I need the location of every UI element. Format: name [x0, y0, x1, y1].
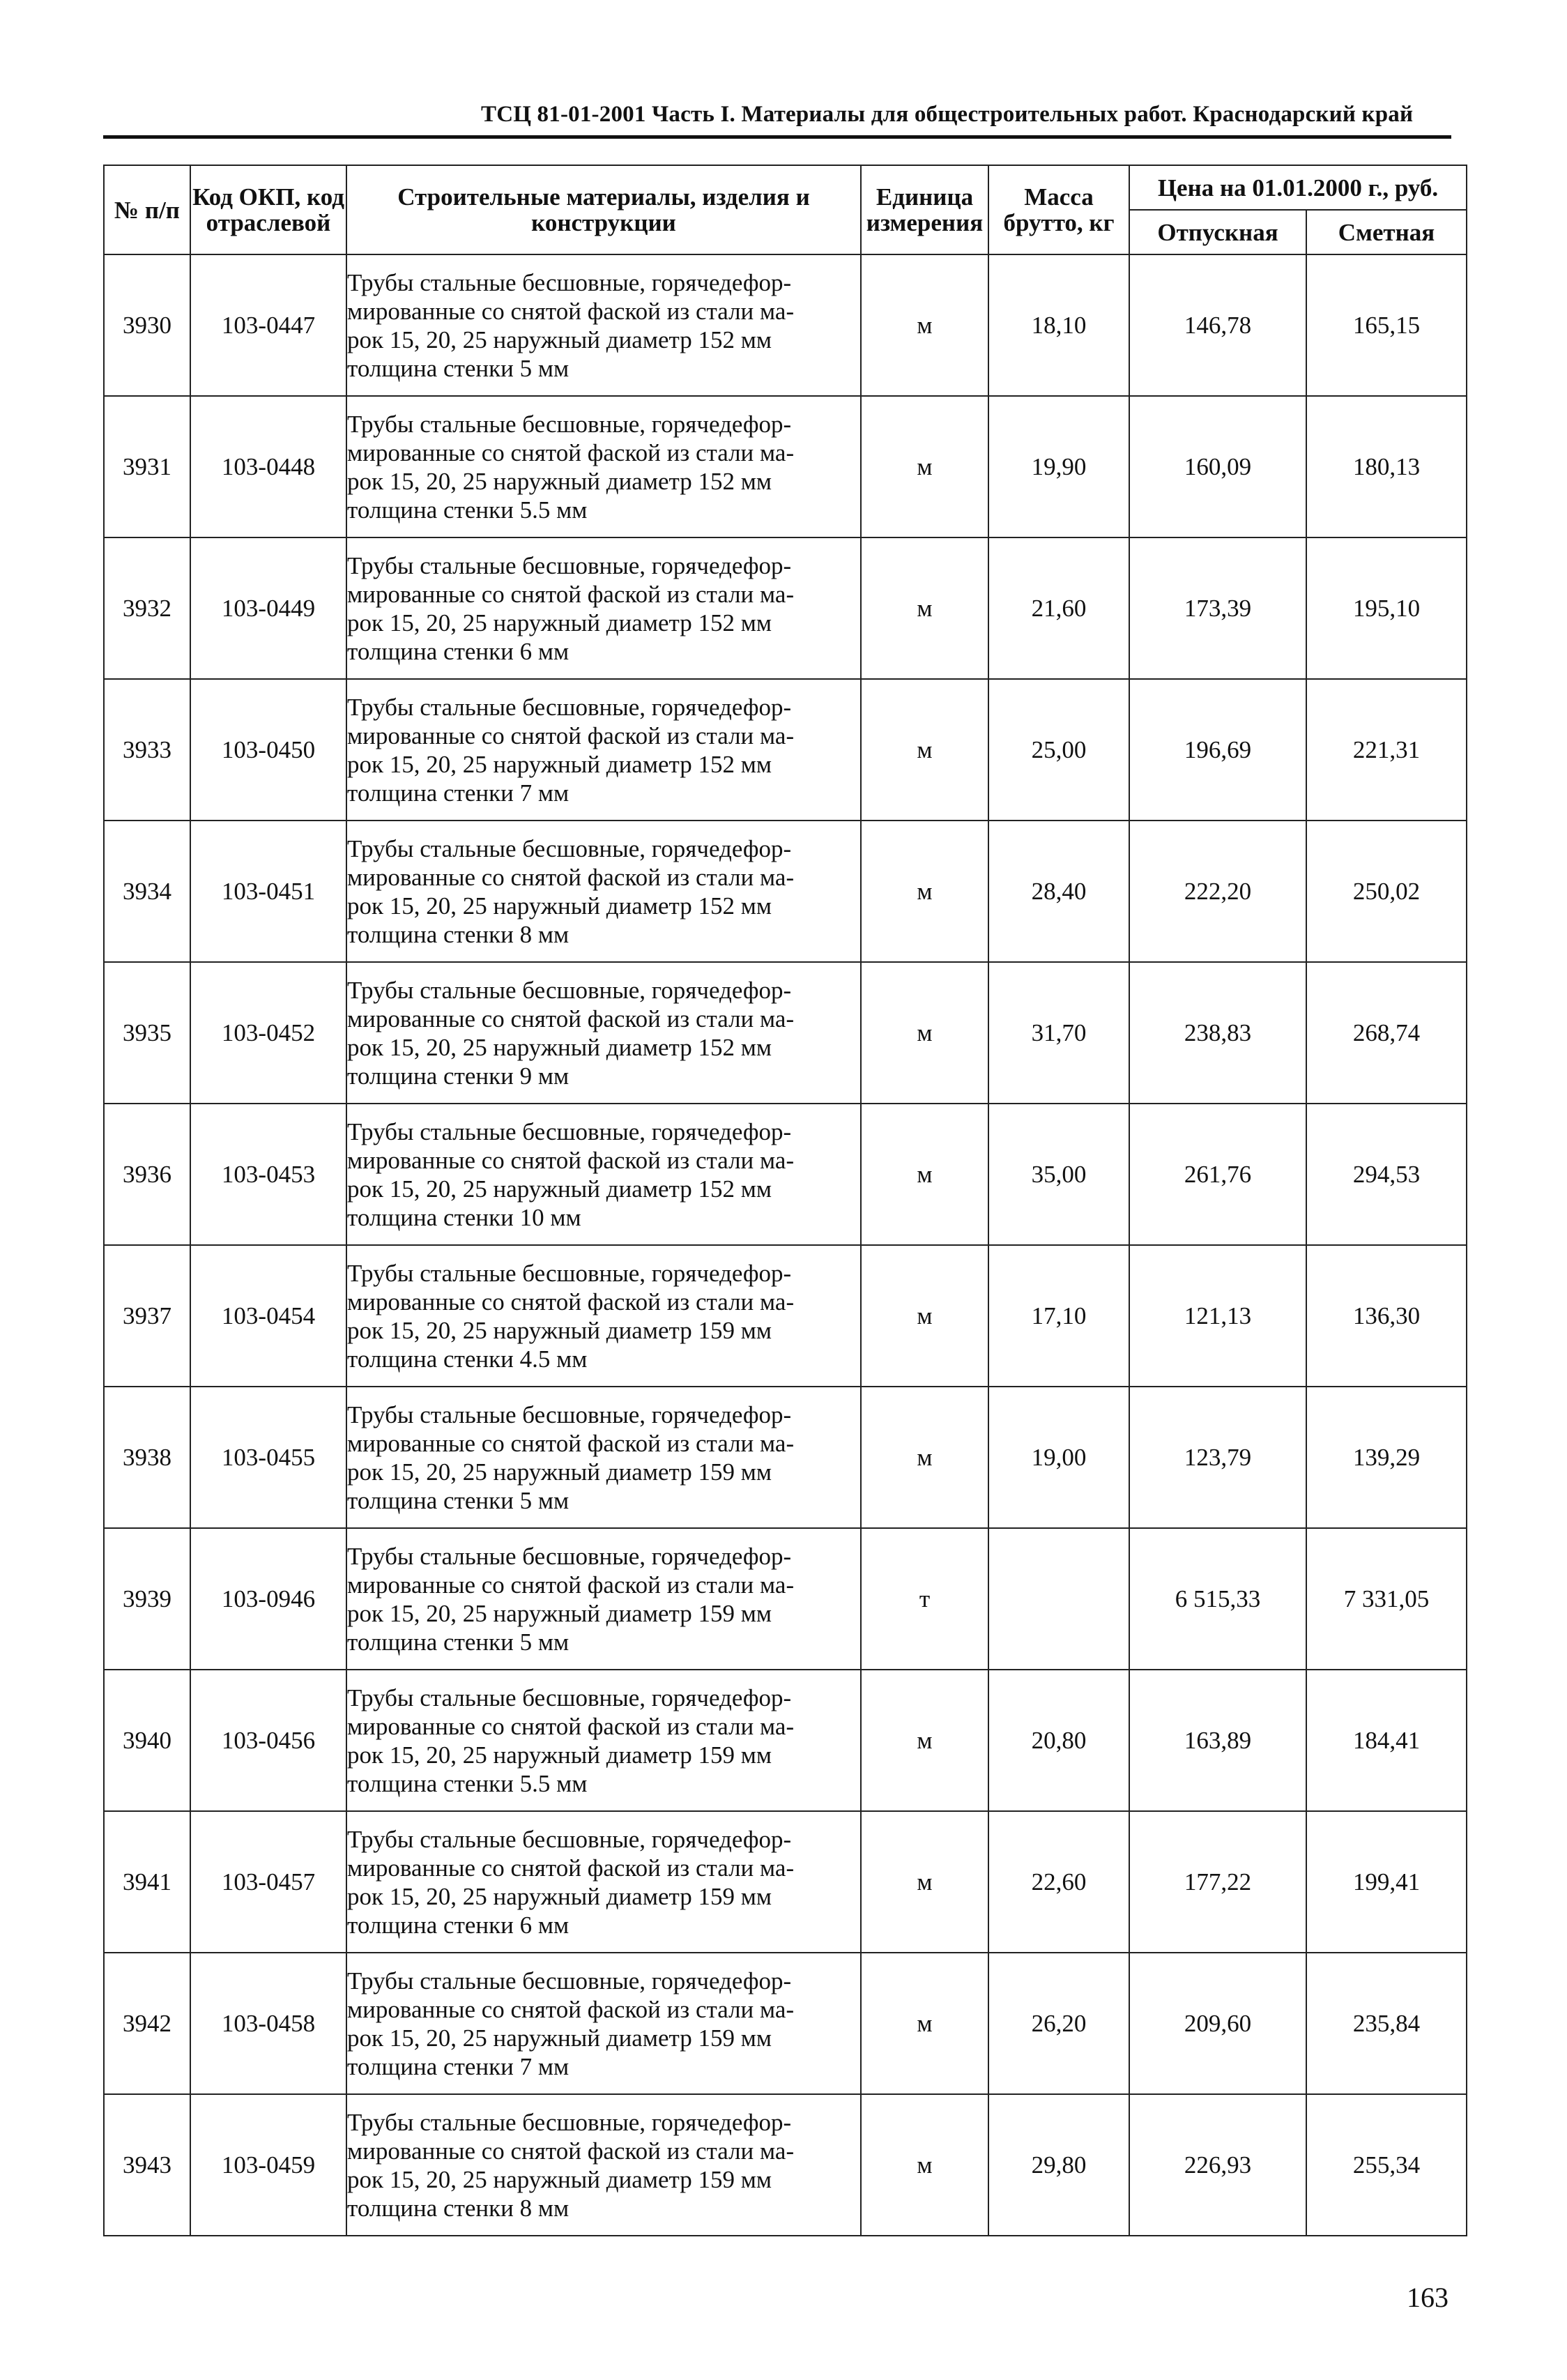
unit-of-measure: м: [861, 2094, 988, 2236]
description-line: мированные со снятой фаской из стали ма-: [347, 863, 795, 891]
row-number: 3942: [104, 1953, 190, 2094]
release-price: 121,13: [1129, 1245, 1306, 1387]
release-price: 177,22: [1129, 1811, 1306, 1953]
release-price: 209,60: [1129, 1953, 1306, 2094]
description-line: Трубы стальные бесшовные, горячедефор-: [347, 1401, 792, 1428]
row-number: 3936: [104, 1104, 190, 1245]
material-description: [346, 962, 861, 1104]
description-line: толщина стенки 5.5 мм: [347, 496, 588, 524]
description-line: мированные со снятой фаской из стали ма-: [347, 1288, 795, 1315]
description-line: мированные со снятой фаской из стали ма-: [347, 1429, 795, 1457]
row-number: 3943: [104, 2094, 190, 2236]
unit-of-measure: м: [861, 1104, 988, 1245]
description-line: рок 15, 20, 25 наружный диаметр 159 мм: [347, 2024, 772, 2052]
release-price: 163,89: [1129, 1670, 1306, 1811]
okp-code: 103-0450: [190, 679, 346, 821]
running-head: ТСЦ 81-01-2001 Часть I. Материалы для общестроительных работ. Краснодарский край: [481, 102, 1414, 127]
material-description: [346, 396, 861, 537]
table-row: [104, 1528, 1467, 1670]
okp-code: 103-0459: [190, 2094, 346, 2236]
release-price: 6 515,33: [1129, 1528, 1306, 1670]
description-line: рок 15, 20, 25 наружный диаметр 152 мм: [347, 326, 772, 353]
column-header-mass: Масса брутто, кг: [988, 165, 1129, 254]
table-row: [104, 396, 1467, 537]
release-price: 146,78: [1129, 254, 1306, 396]
gross-mass: 31,70: [988, 962, 1129, 1104]
material-description: [346, 1245, 861, 1387]
okp-code: 103-0454: [190, 1245, 346, 1387]
description-line: рок 15, 20, 25 наружный диаметр 159 мм: [347, 2165, 772, 2193]
column-header-code: Код ОКП, код отраслевой: [190, 165, 346, 254]
description-line: Трубы стальные бесшовные, горячедефор-: [347, 410, 792, 438]
material-description: [346, 821, 861, 962]
table-row: [104, 821, 1467, 962]
estimate-price: 180,13: [1306, 396, 1467, 537]
description-line: толщина стенки 5 мм: [347, 354, 570, 382]
table-body: [104, 254, 1467, 2236]
gross-mass: 28,40: [988, 821, 1129, 962]
description-line: Трубы стальные бесшовные, горячедефор-: [347, 1684, 792, 1711]
column-header-name: Строительные материалы, изделия и конструкции: [346, 165, 861, 254]
okp-code: 103-0455: [190, 1387, 346, 1528]
gross-mass: [988, 1528, 1129, 1670]
estimate-price: 165,15: [1306, 254, 1467, 396]
description-line: толщина стенки 7 мм: [347, 2052, 570, 2080]
row-number: 3938: [104, 1387, 190, 1528]
row-number: 3931: [104, 396, 190, 537]
description-line: рок 15, 20, 25 наружный диаметр 159 мм: [347, 1599, 772, 1627]
table-row: [104, 1104, 1467, 1245]
gross-mass: 22,60: [988, 1811, 1129, 1953]
description-line: мированные со снятой фаской из стали ма-: [347, 580, 795, 608]
okp-code: 103-0451: [190, 821, 346, 962]
description-line: мированные со снятой фаской из стали ма-: [347, 1005, 795, 1032]
gross-mass: 35,00: [988, 1104, 1129, 1245]
gross-mass: 25,00: [988, 679, 1129, 821]
table-row: [104, 2094, 1467, 2236]
row-number: 3941: [104, 1811, 190, 1953]
gross-mass: 29,80: [988, 2094, 1129, 2236]
material-description: [346, 1953, 861, 2094]
unit-of-measure: м: [861, 679, 988, 821]
description-line: рок 15, 20, 25 наружный диаметр 152 мм: [347, 609, 772, 636]
gross-mass: 17,10: [988, 1245, 1129, 1387]
description-line: толщина стенки 8 мм: [347, 2194, 570, 2222]
gross-mass: 21,60: [988, 537, 1129, 679]
description-line: толщина стенки 5.5 мм: [347, 1769, 588, 1797]
description-line: рок 15, 20, 25 наружный диаметр 152 мм: [347, 892, 772, 920]
description-line: Трубы стальные бесшовные, горячедефор-: [347, 1825, 792, 1853]
description-line: рок 15, 20, 25 наружный диаметр 152 мм: [347, 750, 772, 778]
description-line: толщина стенки 5 мм: [347, 1486, 570, 1514]
estimate-price: 195,10: [1306, 537, 1467, 679]
description-line: рок 15, 20, 25 наружный диаметр 152 мм: [347, 1033, 772, 1061]
description-line: мированные со снятой фаской из стали ма-: [347, 1712, 795, 1740]
estimate-price: 250,02: [1306, 821, 1467, 962]
description-line: Трубы стальные бесшовные, горячедефор-: [347, 1259, 792, 1287]
table-row: [104, 254, 1467, 396]
column-header-num: № п/п: [104, 165, 190, 254]
row-number: 3939: [104, 1528, 190, 1670]
row-number: 3934: [104, 821, 190, 962]
gross-mass: 19,00: [988, 1387, 1129, 1528]
description-line: Трубы стальные бесшовные, горячедефор-: [347, 1542, 792, 1570]
material-description: [346, 2094, 861, 2236]
release-price: 238,83: [1129, 962, 1306, 1104]
description-line: мированные со снятой фаской из стали ма-: [347, 722, 795, 749]
table-row: [104, 1670, 1467, 1811]
release-price: 160,09: [1129, 396, 1306, 537]
release-price: 123,79: [1129, 1387, 1306, 1528]
description-line: толщина стенки 7 мм: [347, 779, 570, 807]
description-line: Трубы стальные бесшовные, горячедефор-: [347, 268, 792, 296]
row-number: 3932: [104, 537, 190, 679]
okp-code: 103-0452: [190, 962, 346, 1104]
description-line: Трубы стальные бесшовные, горячедефор-: [347, 834, 792, 862]
okp-code: 103-0457: [190, 1811, 346, 1953]
page-number: 163: [1407, 2282, 1448, 2313]
description-line: мированные со снятой фаской из стали ма-: [347, 297, 795, 325]
unit-of-measure: м: [861, 254, 988, 396]
okp-code: 103-0458: [190, 1953, 346, 2094]
release-price: 222,20: [1129, 821, 1306, 962]
description-line: рок 15, 20, 25 наружный диаметр 159 мм: [347, 1316, 772, 1344]
okp-code: 103-0447: [190, 254, 346, 396]
estimate-price: 7 331,05: [1306, 1528, 1467, 1670]
row-number: 3935: [104, 962, 190, 1104]
description-line: толщина стенки 10 мм: [347, 1203, 581, 1231]
release-price: 226,93: [1129, 2094, 1306, 2236]
column-header-price-estimate: Сметная: [1306, 210, 1467, 254]
unit-of-measure: м: [861, 821, 988, 962]
material-description: [346, 679, 861, 821]
estimate-price: 136,30: [1306, 1245, 1467, 1387]
gross-mass: 19,90: [988, 396, 1129, 537]
description-line: мированные со снятой фаской из стали ма-: [347, 438, 795, 466]
material-description: [346, 254, 861, 396]
row-number: 3940: [104, 1670, 190, 1811]
column-header-price-group: Цена на 01.01.2000 г., руб.: [1129, 165, 1467, 210]
table-row: [104, 537, 1467, 679]
okp-code: 103-0453: [190, 1104, 346, 1245]
table-row: [104, 1245, 1467, 1387]
unit-of-measure: м: [861, 1953, 988, 2094]
description-line: мированные со снятой фаской из стали ма-: [347, 1571, 795, 1599]
row-number: 3930: [104, 254, 190, 396]
unit-of-measure: м: [861, 1670, 988, 1811]
description-line: Трубы стальные бесшовные, горячедефор-: [347, 693, 792, 721]
estimate-price: 235,84: [1306, 1953, 1467, 2094]
okp-code: 103-0946: [190, 1528, 346, 1670]
description-line: мированные со снятой фаской из стали ма-: [347, 1146, 795, 1174]
description-line: толщина стенки 8 мм: [347, 920, 570, 948]
table-row: [104, 1953, 1467, 2094]
description-line: толщина стенки 6 мм: [347, 637, 570, 665]
unit-of-measure: м: [861, 1387, 988, 1528]
estimate-price: 221,31: [1306, 679, 1467, 821]
description-line: мированные со снятой фаской из стали ма-: [347, 1995, 795, 2023]
table-row: [104, 1811, 1467, 1953]
table-header-row: [104, 165, 1467, 210]
estimate-price: 255,34: [1306, 2094, 1467, 2236]
table-row: [104, 679, 1467, 821]
description-line: Трубы стальные бесшовные, горячедефор-: [347, 976, 792, 1004]
description-line: рок 15, 20, 25 наружный диаметр 159 мм: [347, 1458, 772, 1486]
unit-of-measure: м: [861, 962, 988, 1104]
description-line: Трубы стальные бесшовные, горячедефор-: [347, 2108, 792, 2136]
release-price: 261,76: [1129, 1104, 1306, 1245]
unit-of-measure: м: [861, 1245, 988, 1387]
estimate-price: 199,41: [1306, 1811, 1467, 1953]
description-line: толщина стенки 4.5 мм: [347, 1345, 588, 1373]
material-description: [346, 537, 861, 679]
okp-code: 103-0456: [190, 1670, 346, 1811]
gross-mass: 20,80: [988, 1670, 1129, 1811]
estimate-price: 294,53: [1306, 1104, 1467, 1245]
unit-of-measure: м: [861, 396, 988, 537]
okp-code: 103-0449: [190, 537, 346, 679]
description-line: толщина стенки 9 мм: [347, 1062, 570, 1090]
material-description: [346, 1387, 861, 1528]
material-description: [346, 1811, 861, 1953]
material-description: [346, 1104, 861, 1245]
release-price: 196,69: [1129, 679, 1306, 821]
description-line: толщина стенки 5 мм: [347, 1628, 570, 1656]
row-number: 3937: [104, 1245, 190, 1387]
estimate-price: 139,29: [1306, 1387, 1467, 1528]
row-number: 3933: [104, 679, 190, 821]
estimate-price: 268,74: [1306, 962, 1467, 1104]
header-rule: [103, 135, 1451, 139]
material-description: [346, 1670, 861, 1811]
materials-price-table: [103, 165, 1467, 2236]
description-line: рок 15, 20, 25 наружный диаметр 152 мм: [347, 467, 772, 495]
description-line: мированные со снятой фаской из стали ма-: [347, 1854, 795, 1882]
description-line: Трубы стальные бесшовные, горячедефор-: [347, 1117, 792, 1145]
description-line: Трубы стальные бесшовные, горячедефор-: [347, 1967, 792, 1994]
unit-of-measure: т: [861, 1528, 988, 1670]
column-header-price-release: Отпускная: [1129, 210, 1306, 254]
okp-code: 103-0448: [190, 396, 346, 537]
description-line: рок 15, 20, 25 наружный диаметр 159 мм: [347, 1882, 772, 1910]
estimate-price: 184,41: [1306, 1670, 1467, 1811]
description-line: Трубы стальные бесшовные, горячедефор-: [347, 551, 792, 579]
description-line: толщина стенки 6 мм: [347, 1911, 570, 1939]
gross-mass: 18,10: [988, 254, 1129, 396]
gross-mass: 26,20: [988, 1953, 1129, 2094]
release-price: 173,39: [1129, 537, 1306, 679]
table-row: [104, 962, 1467, 1104]
material-description: [346, 1528, 861, 1670]
description-line: рок 15, 20, 25 наружный диаметр 159 мм: [347, 1741, 772, 1769]
description-line: мированные со снятой фаской из стали ма-: [347, 2137, 795, 2165]
description-line: рок 15, 20, 25 наружный диаметр 152 мм: [347, 1175, 772, 1203]
unit-of-measure: м: [861, 537, 988, 679]
table-row: [104, 1387, 1467, 1528]
column-header-unit: Единица измерения: [861, 165, 988, 254]
unit-of-measure: м: [861, 1811, 988, 1953]
